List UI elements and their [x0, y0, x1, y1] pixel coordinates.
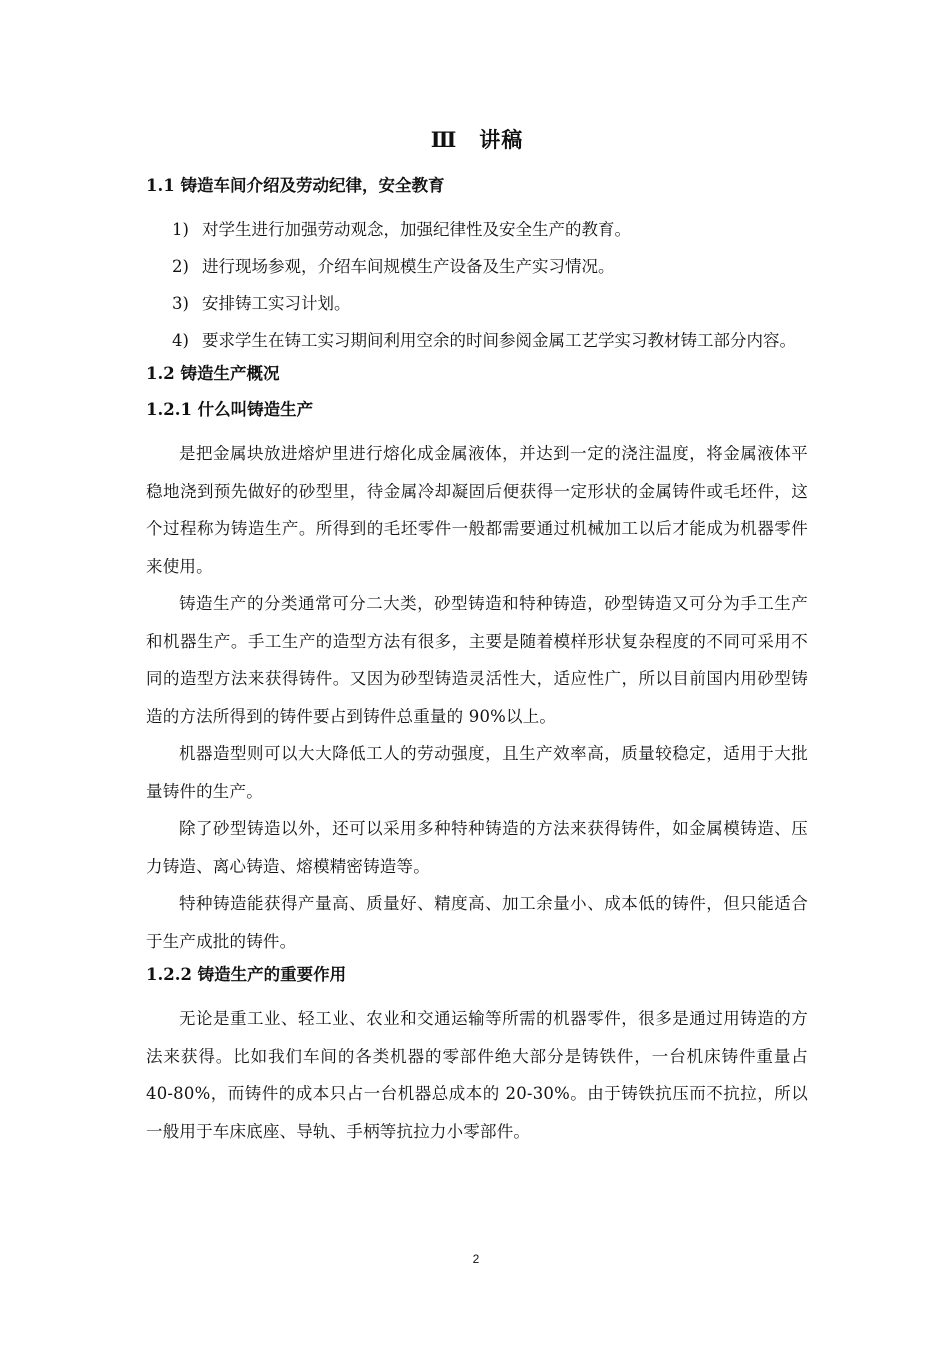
- list-item-number: 2): [172, 257, 189, 276]
- chapter-number: Ⅲ: [430, 127, 458, 152]
- list-item-text: 进行现场参观，介绍车间规模生产设备及生产实习情况。: [202, 257, 615, 276]
- chapter-title-text: 讲稿: [479, 127, 524, 152]
- section-heading-1-2-1: 1.2.1 什么叫铸造生产: [146, 400, 314, 419]
- chapter-title: [146, 123, 808, 157]
- list-item: [146, 248, 808, 285]
- paragraph: 铸造生产的分类通常可分二大类，砂型铸造和特种铸造，砂型铸造又可分为手工生产和机器生产。手工生产的造型方法有很多，主要是随着模样形状复杂程度的不同可采用不同的造型方法来获得铸件。又因为砂型铸造灵活性大，适应性广，所以目前国内用砂型铸造的方法所得到的铸件要占到铸件总重量的 90%以上。: [146, 594, 808, 726]
- list-item-text: 对学生进行加强劳动观念，加强纪律性及安全生产的教育。: [202, 220, 631, 239]
- page-number: 2: [472, 1252, 480, 1266]
- list-item-number: 3): [172, 294, 189, 313]
- list-item-text: 安排铸工实习计划。: [202, 294, 351, 313]
- section-heading-1-1: 1.1 铸造车间介绍及劳动纪律，安全教育: [146, 176, 445, 195]
- section-1-1-list: [146, 211, 808, 359]
- list-item: [146, 285, 808, 322]
- section-heading-1-2-2: 1.2.2 铸造生产的重要作用: [146, 965, 347, 984]
- paragraph: 除了砂型铸造以外，还可以采用多种特种铸造的方法来获得铸件，如金属模铸造、压力铸造、离心铸造、熔模精密铸造等。: [146, 819, 808, 876]
- paragraph: 是把金属块放进熔炉里进行熔化成金属液体，并达到一定的浇注温度，将金属液体平稳地浇到预先做好的砂型里，待金属冷却凝固后便获得一定形状的金属铸件或毛坯件，这个过程称为铸造生产。所得到的毛坯零件一般都需要通过机械加工以后才能成为机器零件来使用。: [146, 444, 808, 576]
- list-item: [146, 322, 808, 359]
- paragraph: 无论是重工业、轻工业、农业和交通运输等所需的机器零件，很多是通过用铸造的方法来获得。比如我们车间的各类机器的零部件绝大部分是铸铁件，一台机床铸件重量占 40-80%，而铸件的成本只占一台机器总成本的 20-30%。由于铸铁抗压而不抗拉，所以一般用于车床底座、导轨、手柄等抗拉力小零部件。: [146, 1009, 808, 1141]
- paragraph: 特种铸造能获得产量高、质量好、精度高、加工余量小、成本低的铸件，但只能适合于生产成批的铸件。: [146, 894, 808, 951]
- page-content: [146, 123, 808, 1150]
- list-item: [146, 211, 808, 248]
- list-item-number: 1): [172, 220, 189, 239]
- list-item-text: 要求学生在铸工实习期间利用空余的时间参阅金属工艺学实习教材铸工部分内容。: [202, 331, 796, 350]
- paragraph: 机器造型则可以大大降低工人的劳动强度，且生产效率高，质量较稳定，适用于大批量铸件的生产。: [146, 744, 808, 801]
- section-heading-1-2: 1.2 铸造生产概况: [146, 364, 280, 383]
- list-item-number: 4): [172, 331, 189, 350]
